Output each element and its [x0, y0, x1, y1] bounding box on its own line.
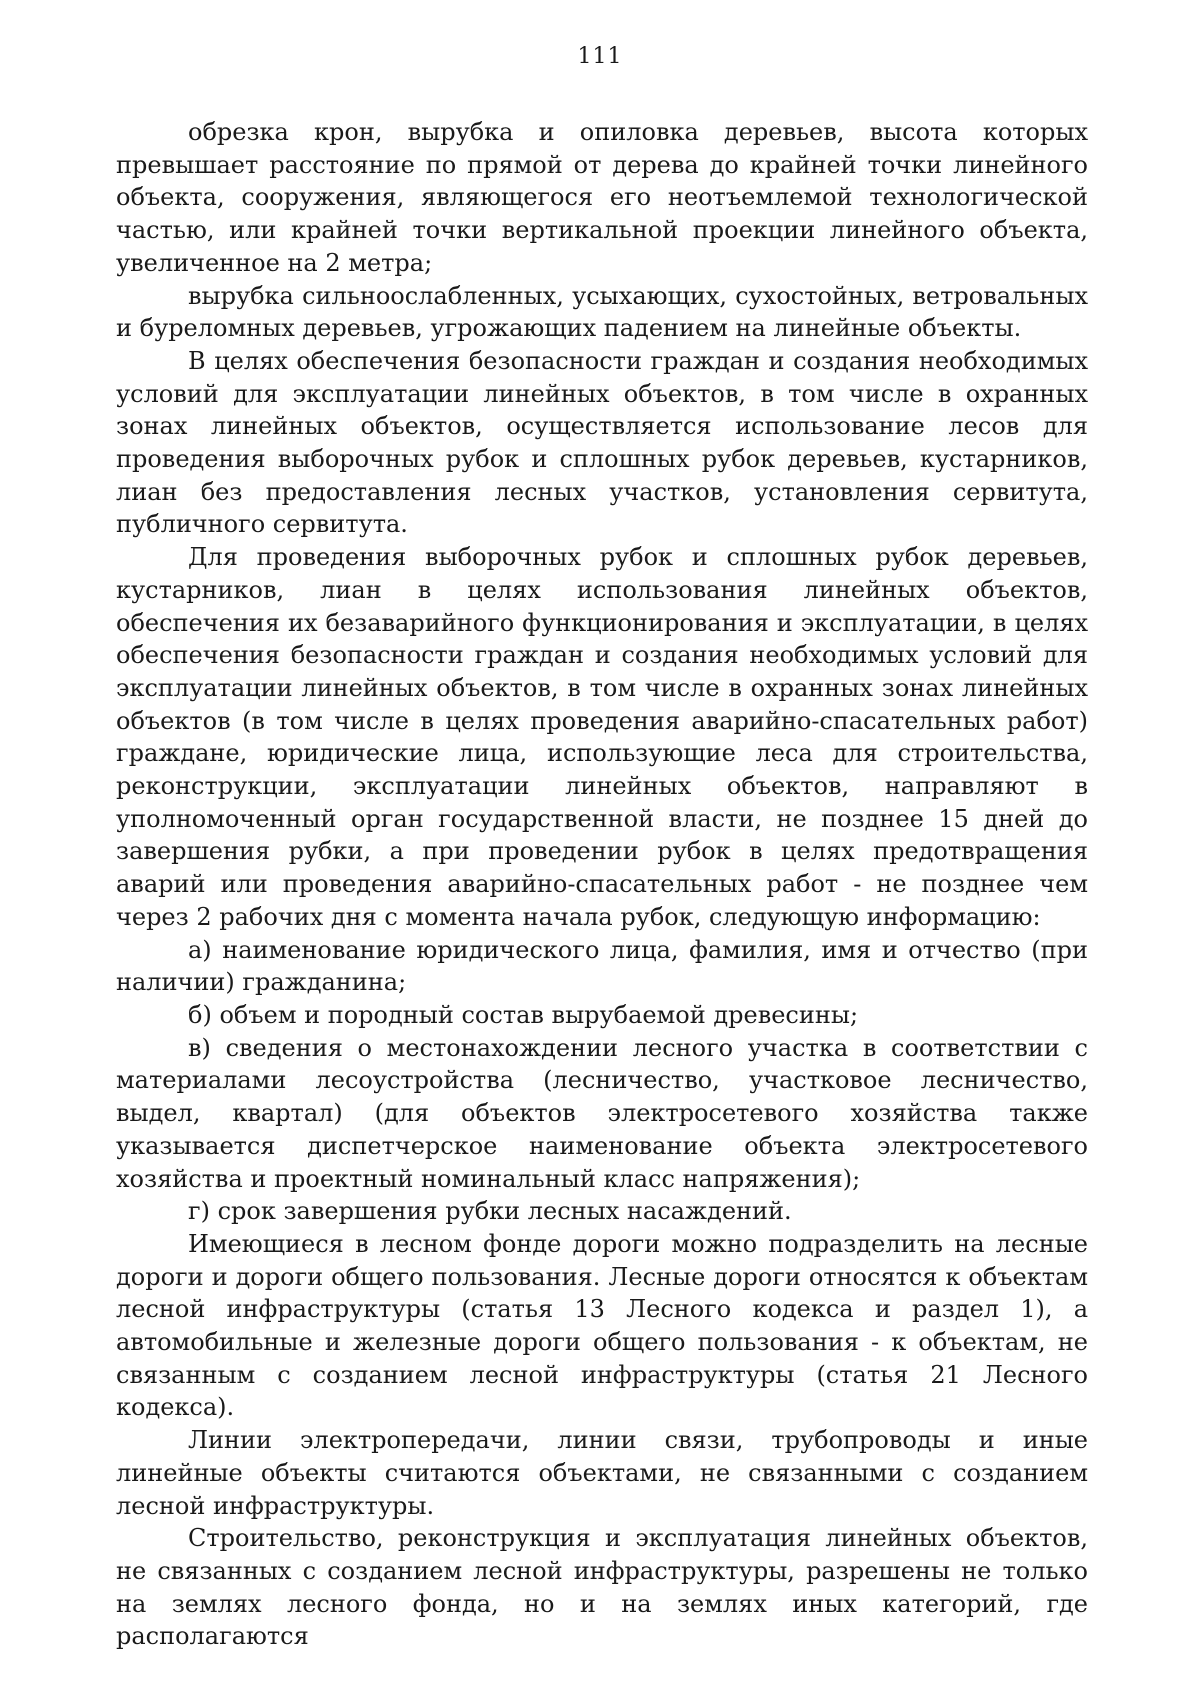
document-body — [116, 116, 1088, 1653]
paragraph-notification-requirements: Для проведения выборочных рубок и сплошных рубок деревьев, кустарников, лиан в целях использования линейных объектов, обеспечения их безаварийного функционирования и эксплуатации, в целях обеспечения безопасности граждан и создания необходимых условий для эксплуатации линейных объектов, в том числе в охранных зонах линейных объектов (в том числе в целях проведения аварийно-спасательных работ) граждане, юридические лица, использующие леса для строительства, реконструкции, эксплуатации линейных объектов, направляют в уполномоченный орган государственной власти, не позднее 15 дней до завершения рубки, а при проведении рубок в целях предотвращения аварий или проведения аварийно-спасательных работ - не позднее чем через 2 рабочих дня с момента начала рубок, следующую информацию: — [116, 543, 1088, 931]
list-item-a: а) наименование юридического лица, фамилия, имя и отчество (при наличии) гражданина; — [116, 935, 1088, 997]
paragraph-forest-roads: Имеющиеся в лесном фонде дороги можно подразделить на лесные дороги и дороги общего пользования. Лесные дороги относятся к объектам лесной инфраструктуры (статья 13 Лесного кодекса и раздел 1), а автомобильные и железные дороги общего пользования - к объектам, не связанным с созданием лесной инфраструктуры (статья 21 Лесного кодекса). — [116, 1229, 1088, 1422]
paragraph-tree-cutting-height: обрезка крон, вырубка и опиловка деревьев, высота которых превышает расстояние по прямой от дерева до крайней точки линейного объекта, сооружения, являющегося его неотъемлемой технологической частью, или крайней точки вертикальной проекции линейного объекта, увеличенное на 2 метра; — [116, 118, 1088, 277]
paragraph-power-lines: Линии электропередачи, линии связи, трубопроводы и иные линейные объекты считаются объектами, не связанными с созданием лесной инфраструктуры. — [116, 1426, 1088, 1520]
list-item-v: в) сведения о местонахождении лесного участка в соответствии с материалами лесоустройства (лесничество, участковое лесничество, выдел, квартал) (для объектов электросетевого хозяйства также указывается диспетчерское наименование объекта электросетевого хозяйства и проектный номинальный класс напряжения); — [116, 1033, 1088, 1193]
paragraph-construction: Строительство, реконструкция и эксплуатация линейных объектов, не связанных с созданием лесной инфраструктуры, разрешены не только на землях лесного фонда, но и на землях иных категорий, где располагаются — [116, 1524, 1088, 1651]
list-item-g: г) срок завершения рубки лесных насаждений. — [188, 1197, 792, 1226]
paragraph-safety-purposes: В целях обеспечения безопасности граждан и создания необходимых условий для эксплуатации линейных объектов, в том числе в охранных зонах линейных объектов, осуществляется использование лесов для проведения выборочных рубок и сплошных рубок деревьев, кустарников, лиан без предоставления лесных участков, установления сервитута, публичного сервитута. — [116, 346, 1088, 539]
paragraph-weakened-trees: вырубка сильноослабленных, усыхающих, сухостойных, ветровальных и буреломных деревьев, угрожающих падением на линейные объекты. — [116, 281, 1088, 343]
page-number: 111 — [577, 44, 623, 69]
list-item-b: б) объем и породный состав вырубаемой древесины; — [188, 1000, 859, 1029]
